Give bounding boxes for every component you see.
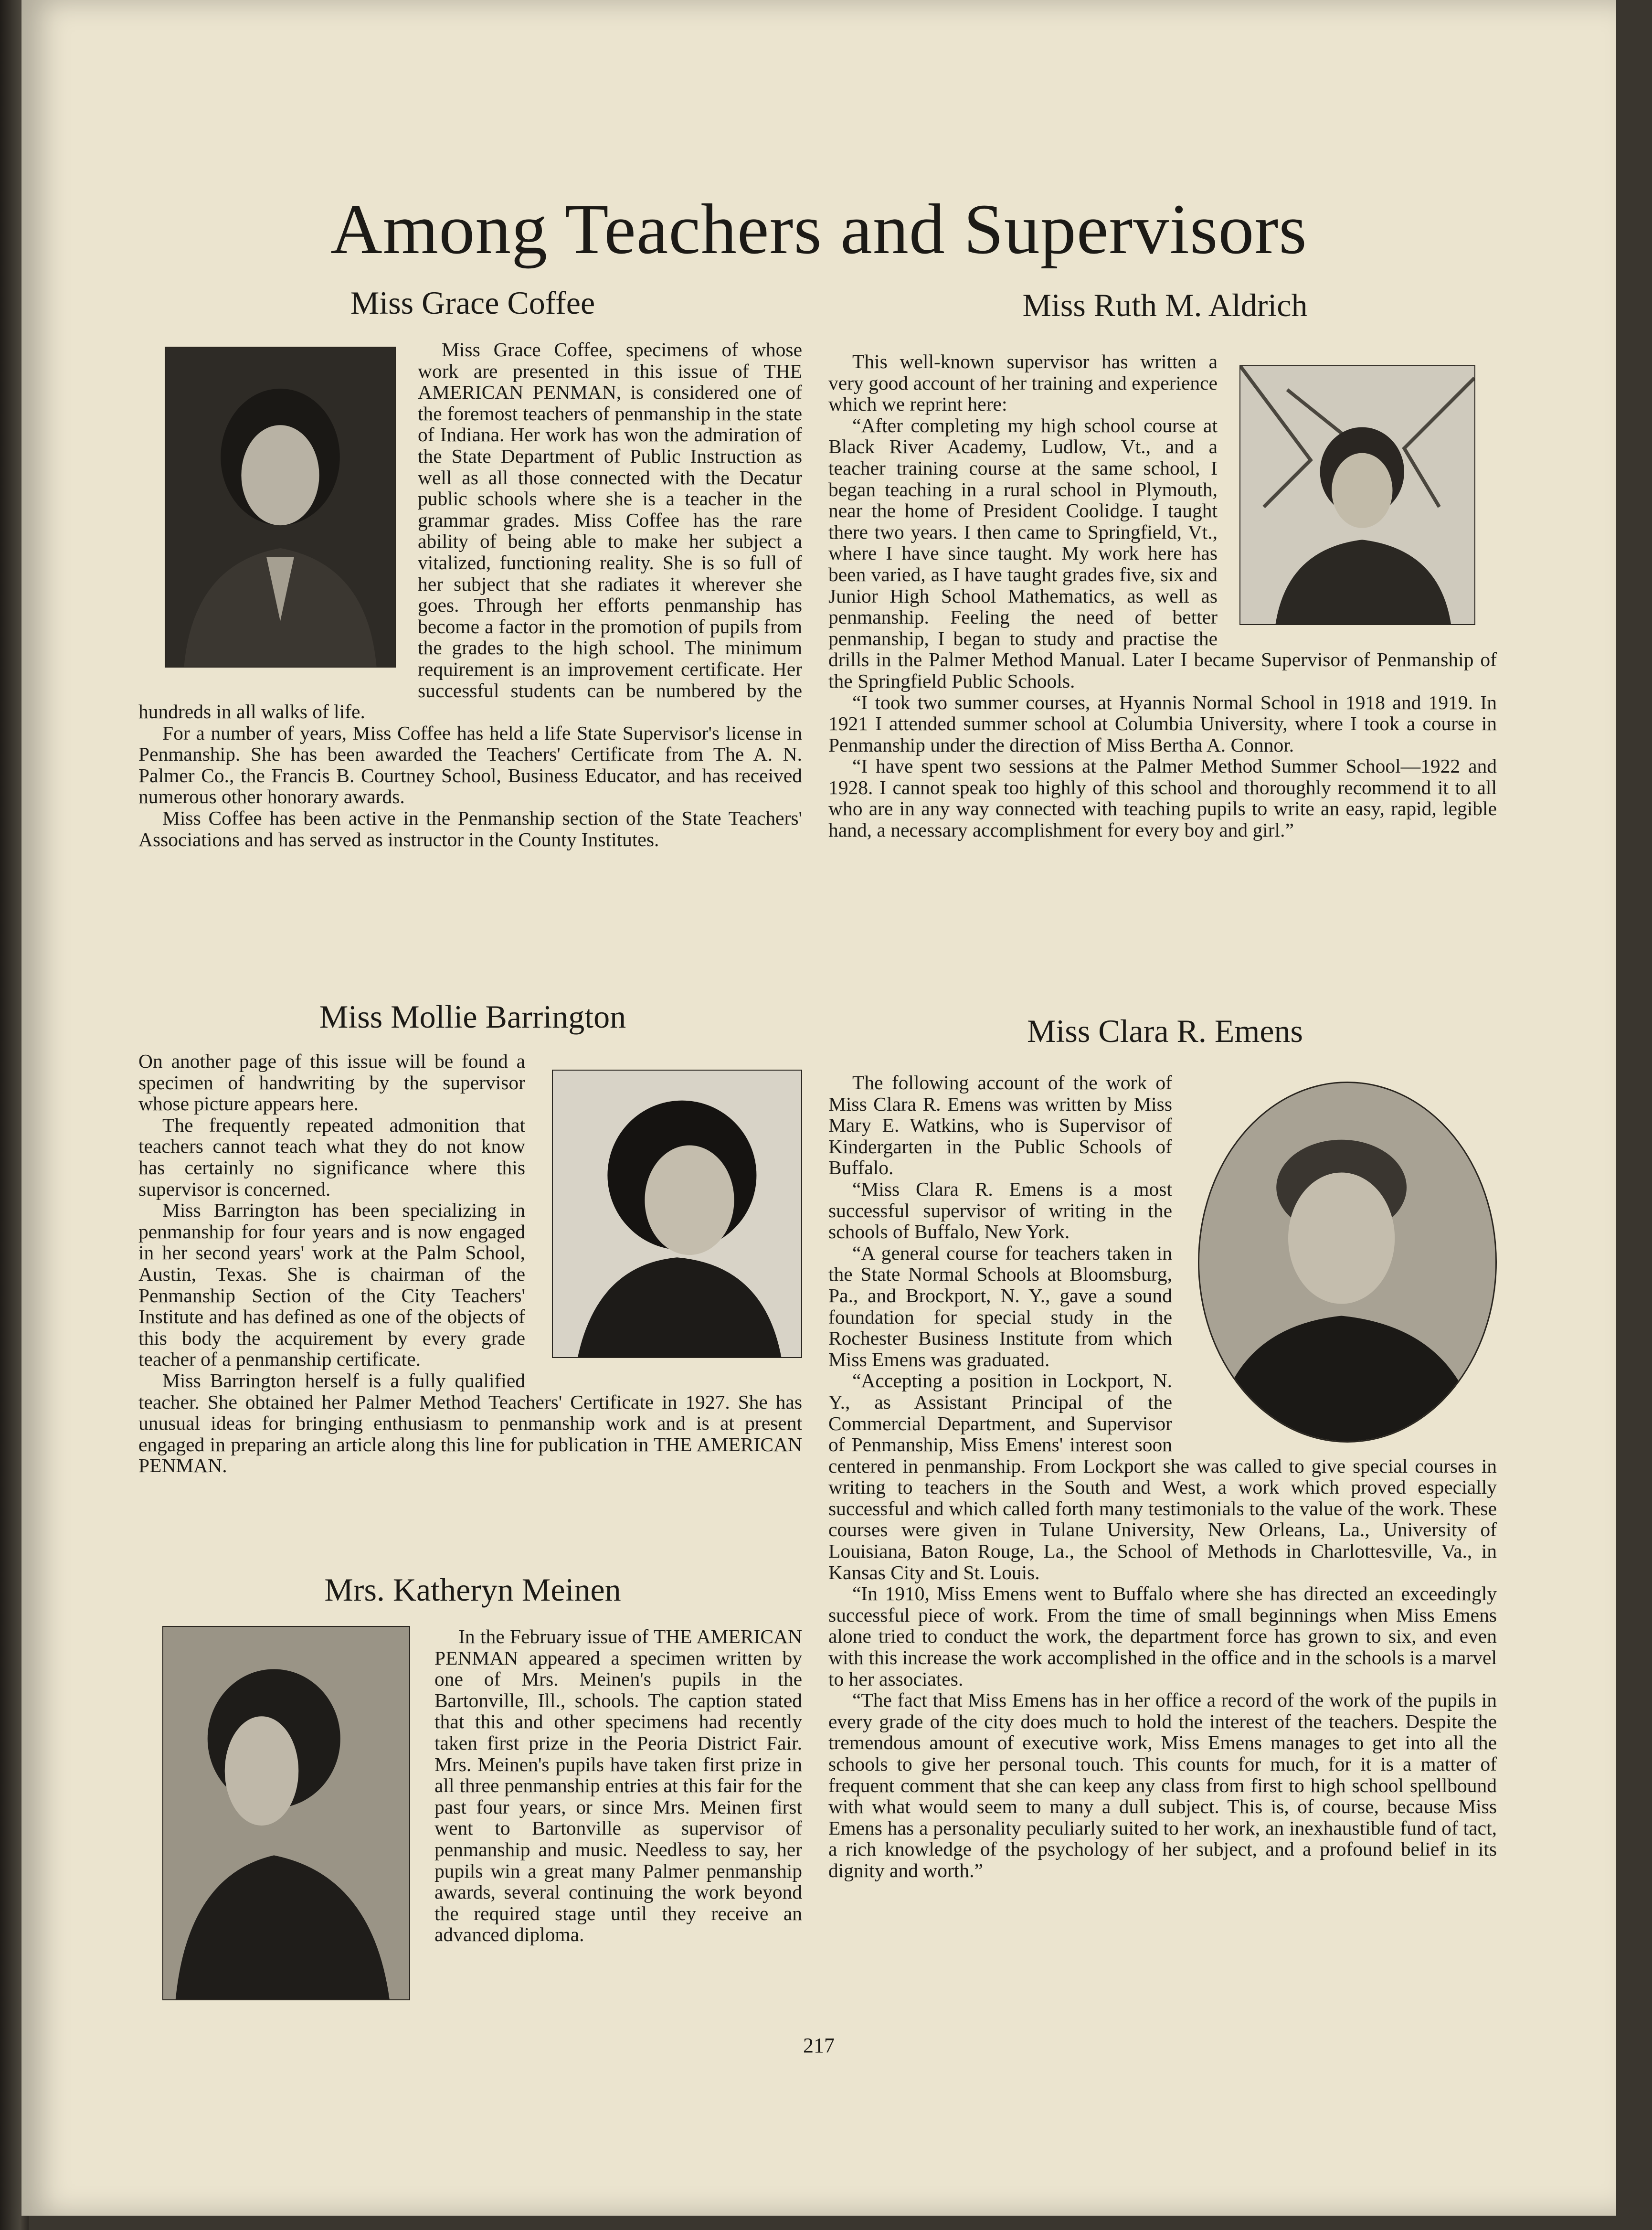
barrington-paragraph-4: Miss Barrington herself is a fully qualified teacher. She obtained her Palmer Method Teachers' Certificate in 1927. She has unusual ideas for bringing enthusiasm to penmanship work and is at present engaged in preparing an article along this line for publication in THE AMERICAN PENMAN.: [138, 1369, 802, 1477]
portrait-ruth-aldrich: [1239, 365, 1475, 625]
aldrich-paragraph-2: “After completing my high school course at Black River Academy, Ludlow, Vt., and a teacher training course at the same school, I began teaching in a rural school in Plymouth, near the home of President Coolidge. I taught there two years. I then came to Springfield, Vt., where I have since taught. My work here has been varied, as I have taught grades five, six and Junior High School Mathematics, as well as penmanship. Feeling the need of better penmanship, I began to study and practise the drills in the Palmer Method Manual. Later I became Supervisor of Penmanship of the Springfield Public Schools.: [828, 414, 1497, 692]
emens-paragraph-3: “A general course for teachers taken in the State Normal Schools at Bloomsburg, Pa., and Brockport, N. Y., gave a sound foundation for special study in the Rochester Business Institute from which Miss Emens was graduated.: [828, 1242, 1172, 1370]
article-ruth-aldrich: [828, 351, 1497, 841]
magazine-page: [21, 0, 1616, 2216]
heading-mollie-barrington: Miss Mollie Barrington: [319, 998, 626, 1035]
article-clara-emens: [828, 1072, 1497, 1881]
coffee-paragraph-1: Miss Grace Coffee, specimens of whose work are presented in this issue of THE AMERICAN PENMAN, is considered one of the foremost teachers of penmanship in the state of Indiana. Her work has won the admiration of the State Department of Public Instruction as well as all those connected with the Decatur public schools where she is a teacher in the grammar grades. Miss Coffee has the rare ability of being able to make her subject a vitalized, functioning reality. She is so full of her subject that she radiates it wherever she goes. Through her efforts penmanship has become a factor in the promotion of pupils from the grades to the high school. The minimum requirement is an improvement certificate. Her successful students can be numbered by the hundreds in all walks of life.: [138, 339, 802, 723]
heading-grace-coffee: Miss Grace Coffee: [350, 285, 595, 321]
heading-clara-emens: Miss Clara R. Emens: [1027, 1013, 1303, 1049]
heading-ruth-aldrich: Miss Ruth M. Aldrich: [1022, 287, 1308, 323]
portrait-katheryn-meinen: [162, 1626, 410, 2000]
page-title: Among Teachers and Supervisors: [330, 190, 1307, 269]
emens-paragraph-6: “The fact that Miss Emens has in her office a record of the work of the pupils in every grade of the city does much to hold the interest of the teachers. Despite the tremendous amount of executive work, Miss Emens manages to get into all the schools to give her personal touch. This counts for much, for it is a matter of frequent comment that she can keep any class from first to high school spellbound with what would seem to many a dull subject. This is, of course, because Miss Emens has a personality peculiarly suited to her work, an inexhaustible fund of tact, a rich knowledge of the psychology of her subject, and a profound belief in its dignity and worth.”: [828, 1689, 1497, 1881]
heading-katheryn-meinen: Mrs. Katheryn Meinen: [324, 1572, 621, 1608]
portrait-mollie-barrington: [552, 1070, 802, 1358]
article-grace-coffee: [138, 339, 802, 850]
page-number: 217: [803, 2034, 835, 2057]
emens-paragraph-5: “In 1910, Miss Emens went to Buffalo where she has directed an exceedingly successful piece of work. From the time of small beginnings when Miss Emens alone tried to conduct the work, the department force has grown to six, and even with this increase the work accomplished in the office and in the schools is a marvel to her associates.: [828, 1582, 1497, 1690]
aldrich-paragraph-1: This well-known supervisor has written a very good account of her training and experience which we reprint here:: [828, 350, 1218, 415]
emens-paragraph-1: The following account of the work of Miss Clara R. Emens was written by Miss Mary E. Watkins, who is Supervisor of Kindergarten in the Public Schools of Buffalo.: [828, 1072, 1172, 1179]
barrington-paragraph-2: The frequently repeated admonition that teachers cannot teach what they do not know has certainly no significance where this supervisor is concerned.: [138, 1114, 525, 1200]
article-mollie-barrington: [138, 1051, 802, 1476]
emens-paragraph-4: “Accepting a position in Lockport, N. Y., as Assistant Principal of the Commercial Department, and Supervisor of Penmanship, Miss Emens' interest soon centered in penmanship. From Lockport she was called to give special courses in writing to teachers in the South and West, a work which proved especially successful and which called forth many testimonials to the value of the work. These courses were given in Tulane University, New Orleans, La., University of Louisiana, Baton Rouge, La., the School of Methods in Charlottesville, Va., in Kansas City and St. Louis.: [828, 1370, 1497, 1583]
barrington-paragraph-3: Miss Barrington has been specializing in penmanship for four years and is now engaged in her second years' work at the Palm School, Austin, Texas. She is chairman of the Penmanship Section of the City Teachers' Institute and has defined as one of the objects of this body the acquirement by every grade teacher of a penmanship certificate.: [138, 1199, 525, 1370]
barrington-paragraph-1: On another page of this issue will be found a specimen of handwriting by the supervisor whose picture appears here.: [138, 1050, 525, 1115]
portrait-clara-emens: [1198, 1082, 1497, 1443]
coffee-paragraph-3: Miss Coffee has been active in the Penmanship section of the State Teachers' Associations and has served as instructor in the County Institutes.: [138, 807, 802, 850]
article-katheryn-meinen: [138, 1626, 802, 2008]
aldrich-paragraph-3: “I took two summer courses, at Hyannis Normal School in 1918 and 1919. In 1921 I attended summer school at Columbia University, where I took a course in Penmanship under the direction of Miss Bertha A. Connor.: [828, 691, 1497, 756]
portrait-grace-coffee: [165, 347, 396, 668]
aldrich-paragraph-4: “I have spent two sessions at the Palmer Method Summer School—1922 and 1928. I cannot speak too highly of this school and thoroughly recommend it to all who are in any way connected with teaching pupils to write an easy, rapid, legible hand, a necessary accomplishment for every boy and girl.”: [828, 755, 1497, 841]
meinen-paragraph-1: In the February issue of THE AMERICAN PENMAN appeared a specimen written by one of Mrs. Meinen's pupils in the Bartonville, Ill., schools. The caption stated that this and other specimens had recently taken first prize in the Peoria District Fair. Mrs. Meinen's pupils have taken first prize in all three penmanship entries at this fair for the past four years, or since Mrs. Meinen first went to Bartonville as supervisor of penmanship and music. Needless to say, her pupils win a great many Palmer penmanship awards, several continuing the work beyond the required stage until they receive an advanced diploma.: [434, 1625, 802, 1946]
coffee-paragraph-2: For a number of years, Miss Coffee has held a life State Supervisor's license in Penmanship. She has been awarded the Teachers' Certificate from The A. N. Palmer Co., the Francis B. Courtney School, Business Educator, and has received numerous other honorary awards.: [138, 722, 802, 808]
emens-paragraph-2: “Miss Clara R. Emens is a most successful supervisor of writing in the schools of Buffalo, New York.: [828, 1178, 1172, 1243]
